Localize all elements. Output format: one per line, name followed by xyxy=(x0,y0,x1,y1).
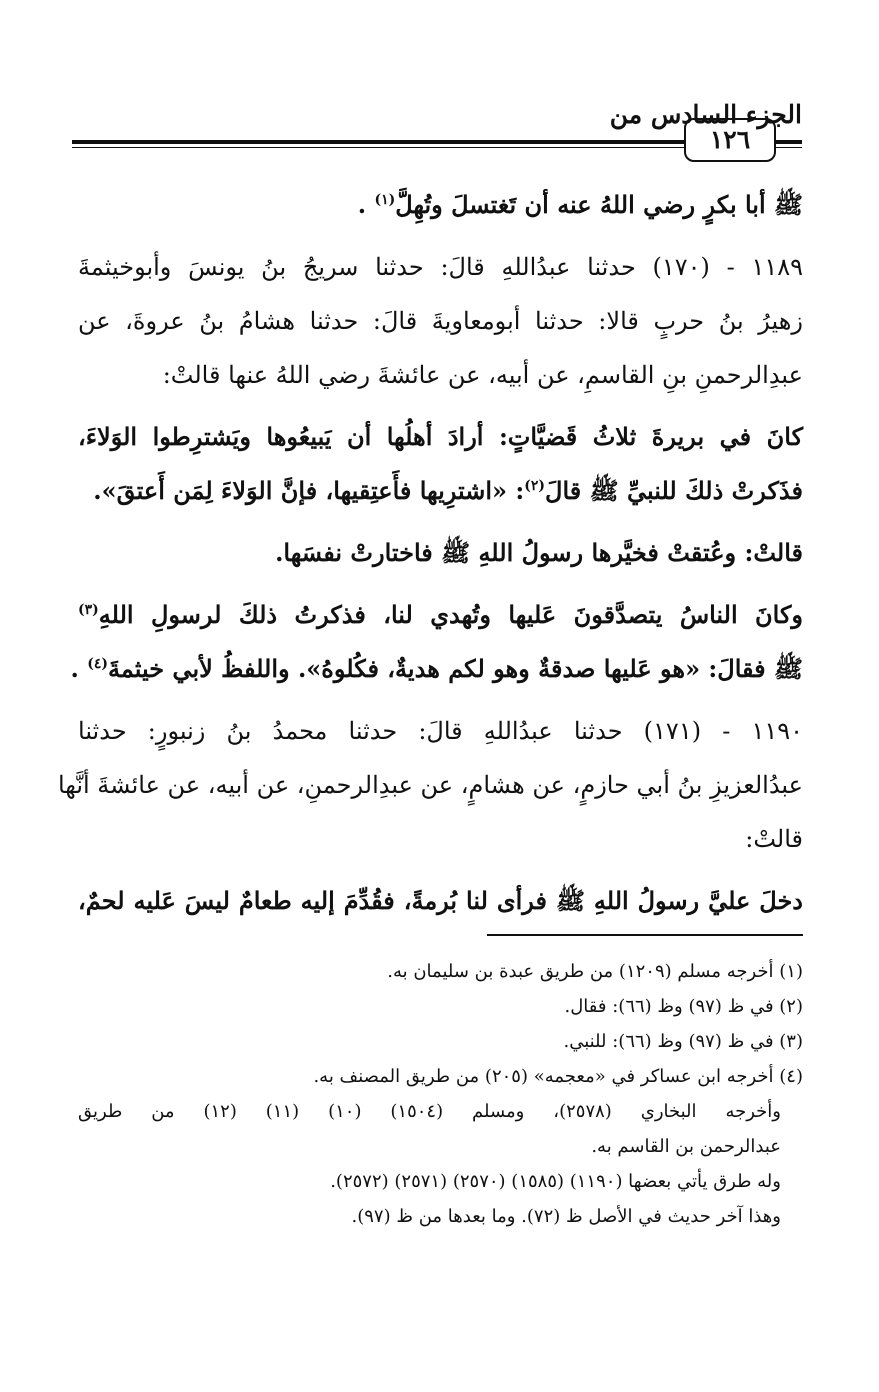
footnote-marker: (٢) xyxy=(524,478,546,494)
text-line: ١١٨٩ - (١٧٠) حدثنا عبدُاللهِ قالَ: حدثنا سريجُ بنُ يونسَ وأبوخيثمةَ xyxy=(78,253,804,281)
footnote-continuation: وهذا آخر حديث في الأصل ظ (٧٢). وما بعدها من ظ (٩٧). xyxy=(351,1206,781,1227)
footnote-separator xyxy=(487,934,803,936)
page-number: ١٢٦ xyxy=(684,118,776,162)
running-title: الجزء السادس من xyxy=(609,100,802,129)
footnote-continuation: وأخرجه البخاري (٢٥٧٨)، ومسلم (١٥٠٤) (١٠) (١١) (١٢) من طريق xyxy=(78,1101,781,1122)
footnote-marker: (٤) xyxy=(87,656,109,672)
footnote: (٢) في ظ (٩٧) وظ (٦٦): فقال. xyxy=(564,996,803,1017)
header-rule xyxy=(72,140,684,144)
text-line: دخلَ عليَّ رسولُ اللهِ ﷺ فرأى لنا بُرمةً، فقُدِّمَ إليه طعامٌ ليسَ عَليه لحمٌ، xyxy=(78,886,803,915)
footnote: (٣) في ظ (٩٧) وظ (٦٦): للنبي. xyxy=(563,1031,803,1052)
header-rule-right xyxy=(776,140,802,144)
header-rule-right-thin xyxy=(776,147,802,148)
header-rule-thin xyxy=(72,147,684,148)
main-text xyxy=(57,178,804,928)
text-line: عبدِالرحمنِ بنِ القاسمِ، عن أبيه، عن عائشةَ رضي اللهُ عنها قالتْ: xyxy=(162,361,803,389)
footnotes xyxy=(78,954,803,1234)
text-line: قالتْ: وعُتقتْ فخيَّرها رسولُ اللهِ ﷺ فاختارتْ نفسَها. xyxy=(275,538,803,567)
text-line: فذَكرتْ ذلكَ للنبيِّ ﷺ قالَ$^{(٢)}$: «اشترِيها فأَعتِقيها، فإنَّ الوَلاءَ لِمَن أَعتقَ». xyxy=(93,476,803,505)
text-line: قالتْ: xyxy=(745,825,803,853)
footnote-marker: (٣) xyxy=(78,602,99,618)
text-line: وكانَ الناسُ يتصدَّقونَ عَليها وتُهدي لنا، فذكرتُ ذلكَ لرسولِ اللهِ$^{(٣)}$ xyxy=(78,600,804,629)
footnote-marker: (١) xyxy=(374,192,396,208)
text-line: ١١٩٠ - (١٧١) حدثنا عبدُاللهِ قالَ: حدثنا محمدُ بنُ زنبورٍ: حدثنا xyxy=(78,717,803,745)
footnote-continuation: عبدالرحمن بن القاسم به. xyxy=(591,1136,781,1157)
text-line: عبدُالعزيزِ بنُ أبي حازمٍ، عن هشامٍ، عن عبدِالرحمنِ، عن أبيه، عن عائشةَ أنَّها xyxy=(57,771,803,799)
footnote: (٤) أخرجه ابن عساكر في «معجمه» (٢٠٥) من طريق المصنف به. xyxy=(313,1066,803,1087)
text-line: زهيرُ بنُ حربٍ قالا: حدثنا أبومعاويةَ قالَ: حدثنا هشامُ بنُ عروةَ، عن xyxy=(78,307,803,335)
footnote: (١) أخرجه مسلم (١٢٠٩) من طريق عبدة بن سليمان به. xyxy=(387,961,803,982)
text-line: ﷺ فقالَ: «هو عَليها صدقةٌ وهو لكم هديةٌ، فكُلوهُ». واللفظُ لأبي خيثمةَ$^{(٤)}$ . xyxy=(70,654,803,683)
page-header xyxy=(72,96,802,166)
footnote-continuation: وله طرق يأتي بعضها (١١٩٠) (١٥٨٥) (٢٥٧٠) (٢٥٧١) (٢٥٧٢). xyxy=(330,1171,781,1192)
text-line: كانَ في بريرةَ ثلاثُ قَضيَّاتٍ: أرادَ أهلُها أن يَبيعُوها ويَشترِطوا الوَلاءَ، xyxy=(78,422,803,451)
text-line: ﷺ أبا بكرٍ رضي اللهُ عنه أن تَغتسلَ وتُهِلَّ$^{(١)}$ . xyxy=(357,190,803,219)
